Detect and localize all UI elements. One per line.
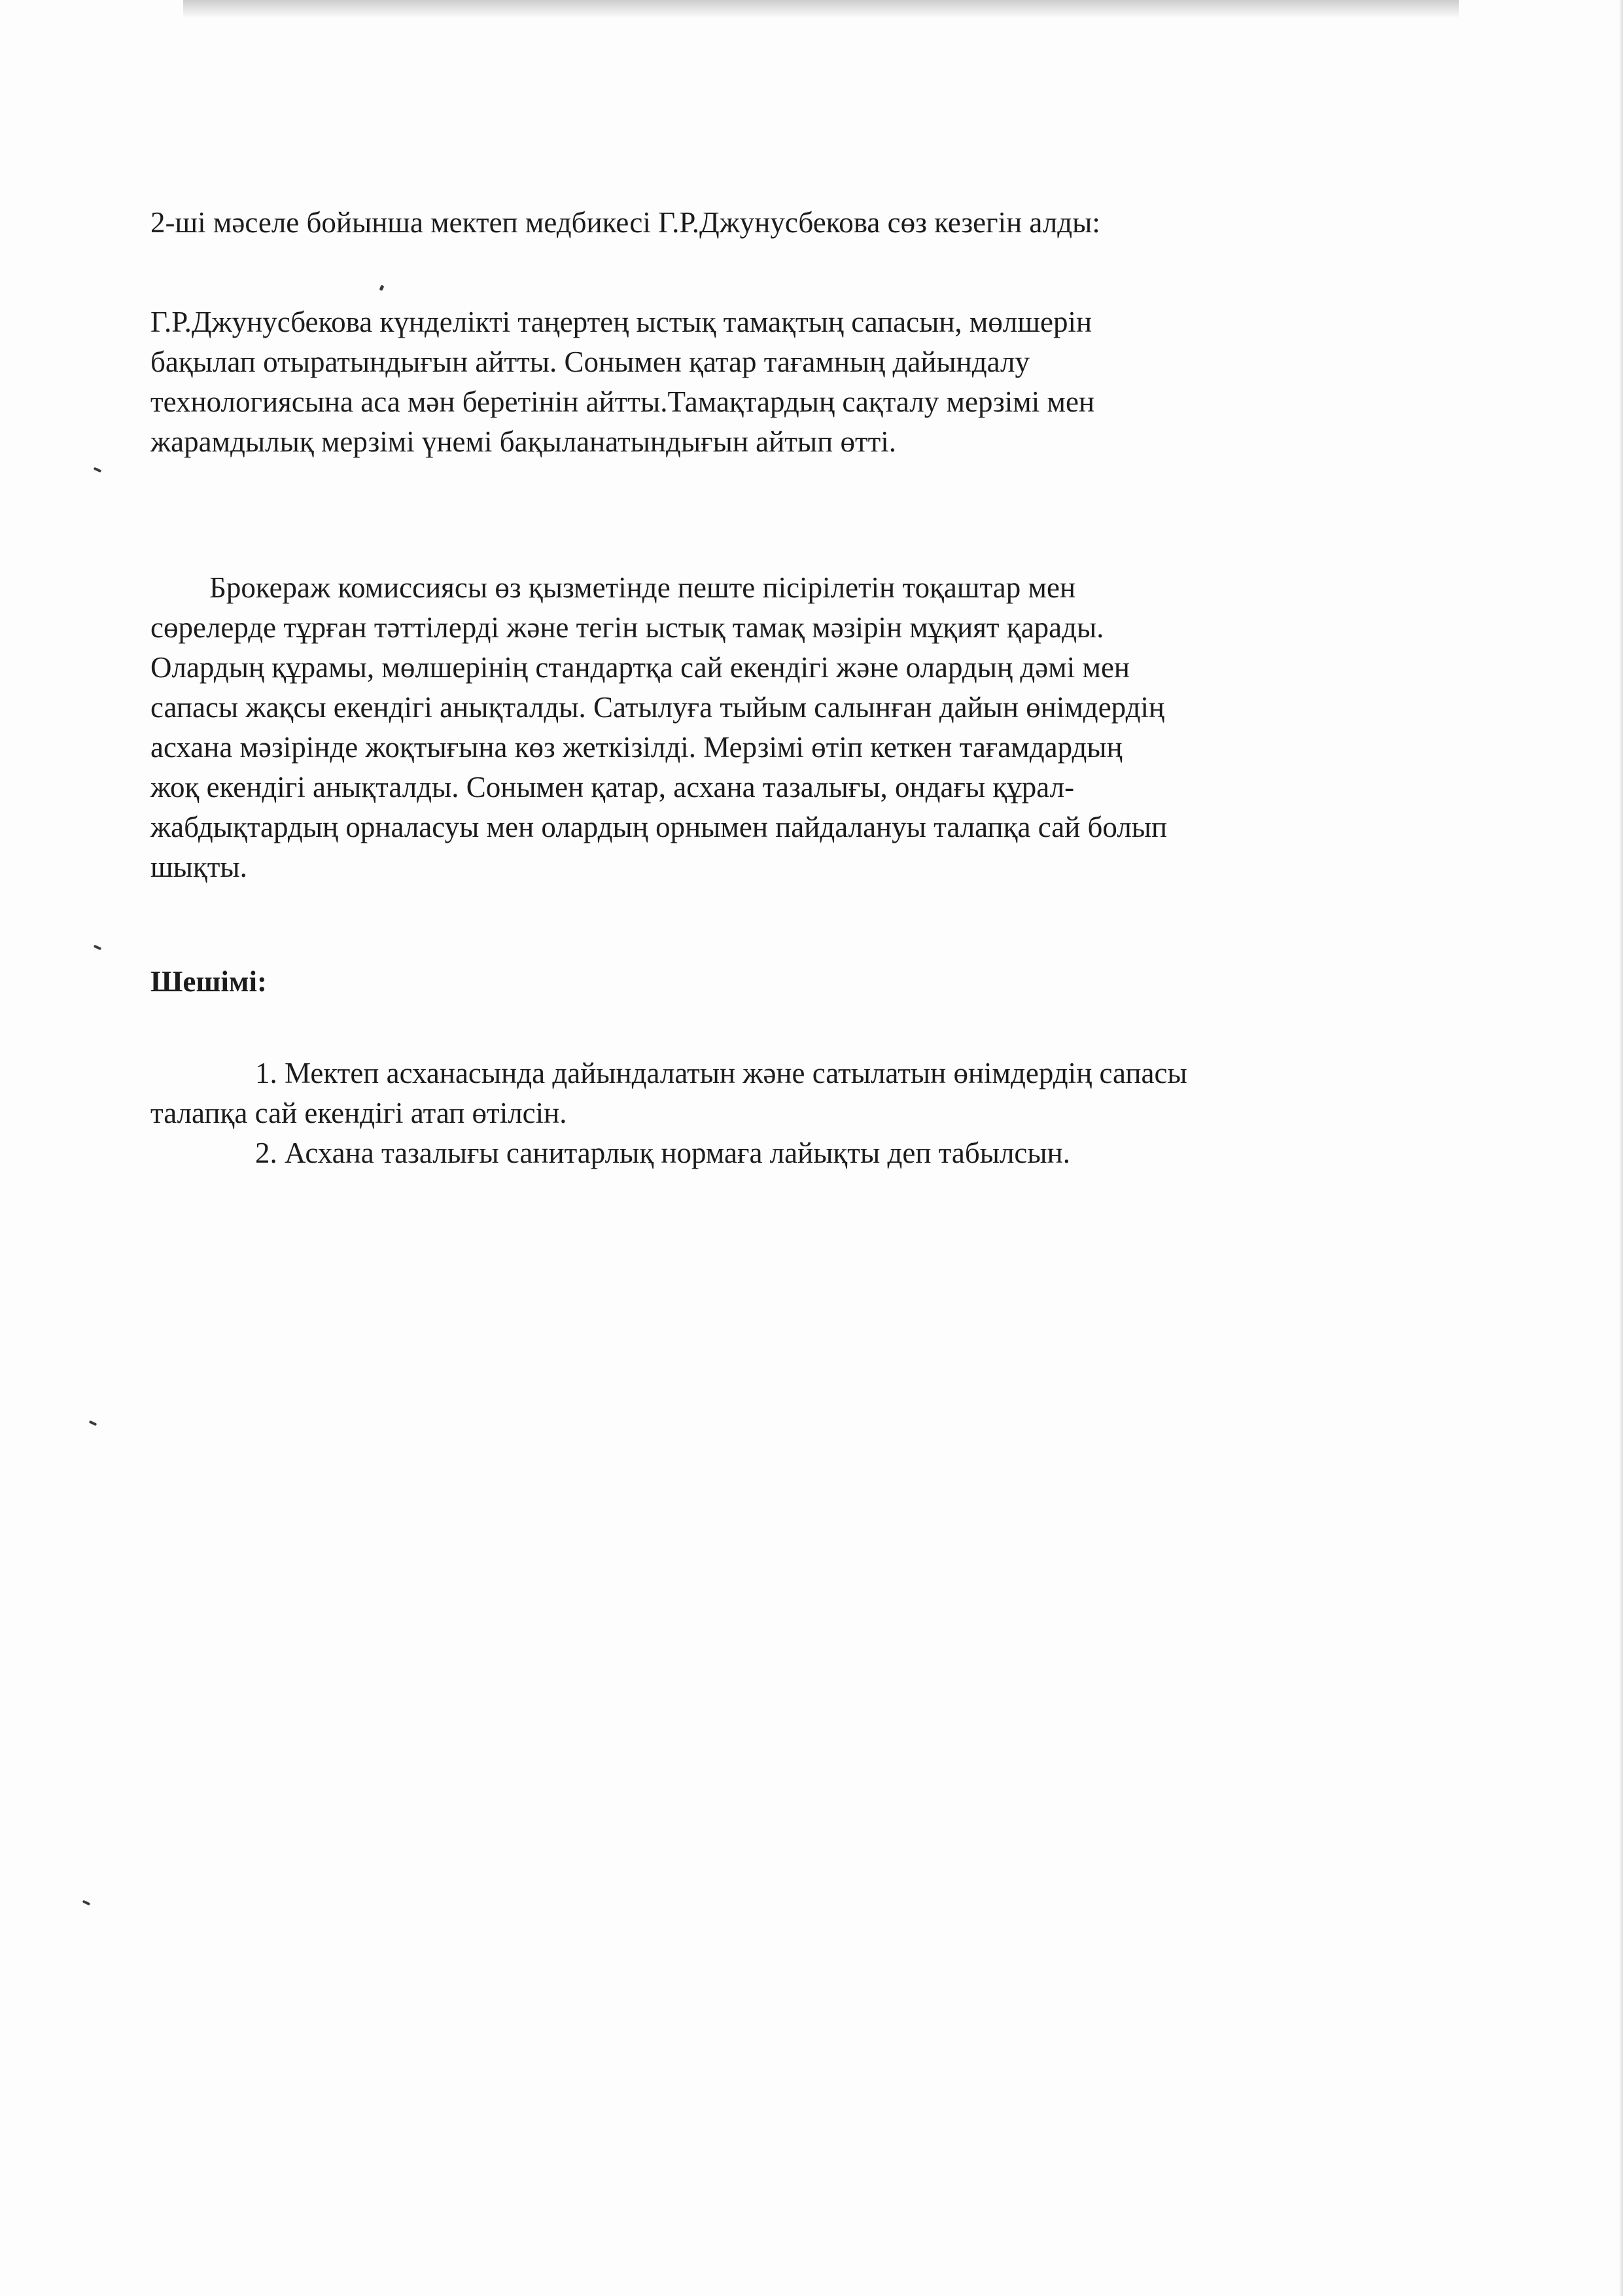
- text-line: жарамдылық мерзімі үнемі бақыланатындығын айтып өтті.: [150, 425, 897, 458]
- text-line: жоқ екендігі анықталды. Сонымен қатар, асхана тазалығы, ондағы құрал-: [150, 771, 1075, 804]
- text-line: жабдықтардың орналасуы мен олардың орнымен пайдалануы талапқа сай болып: [150, 811, 1168, 843]
- scan-mark: [94, 945, 102, 951]
- decision-item-2: 2. Асхана тазалығы санитарлық нормаға лайықты деп табылсын.: [255, 1137, 1070, 1169]
- commission-paragraph: [150, 568, 1478, 887]
- scan-right-edge: [1619, 0, 1623, 2296]
- decision-item-1: 1. Мектеп асханасында дайындалатын және сатылатын өнімдердің сапасы: [255, 1057, 1187, 1089]
- text-line: Олардың құрамы, мөлшерінің стандартқа сай екендігі және олардың дәмі мен: [150, 651, 1130, 684]
- decision-list: [150, 1053, 1478, 1173]
- text-line: асхана мәзірінде жоқтығына көз жеткізілді. Мерзімі өтіп кеткен тағамдардың: [150, 731, 1123, 764]
- decision-heading: Шешімі:: [150, 965, 268, 998]
- text-line: технологиясына аса мән беретінін айтты.Тамақтардың сақталу мерзімі мен: [150, 385, 1095, 418]
- scan-top-shadow: [183, 0, 1459, 18]
- scan-mark: [89, 1421, 97, 1426]
- scan-mark: [379, 285, 385, 291]
- intro-paragraph: [150, 203, 1478, 243]
- scan-mark: [82, 1900, 91, 1906]
- text-line: сөрелерде тұрған тәттілерді және тегін ыстық тамақ мәзірін мұқият қарады.: [150, 611, 1104, 644]
- scan-mark: [94, 467, 102, 473]
- text-line: бақылап отыратындығын айтты. Сонымен қатар тағамның дайындалу: [150, 345, 1030, 378]
- text-line: Г.Р.Джунусбекова күнделікті таңертең ыстық тамақтың сапасын, мөлшерін: [150, 306, 1092, 338]
- text-line: сапасы жақсы екендігі анықталды. Сатылуға тыйым салынған дайын өнімдердің: [150, 691, 1165, 724]
- text-line: 2-ші мәселе бойынша мектеп медбикесі Г.Р.Джунусбекова сөз кезегін алды:: [150, 206, 1100, 239]
- text-line: Брокераж комиссиясы өз қызметінде пеште пісірілетін тоқаштар мен: [209, 571, 1076, 604]
- decision-item-1-continued: талапқа сай екендігі атап өтілсін.: [150, 1097, 567, 1129]
- nurse-report-paragraph: [150, 302, 1478, 462]
- text-line: шықты.: [150, 851, 247, 883]
